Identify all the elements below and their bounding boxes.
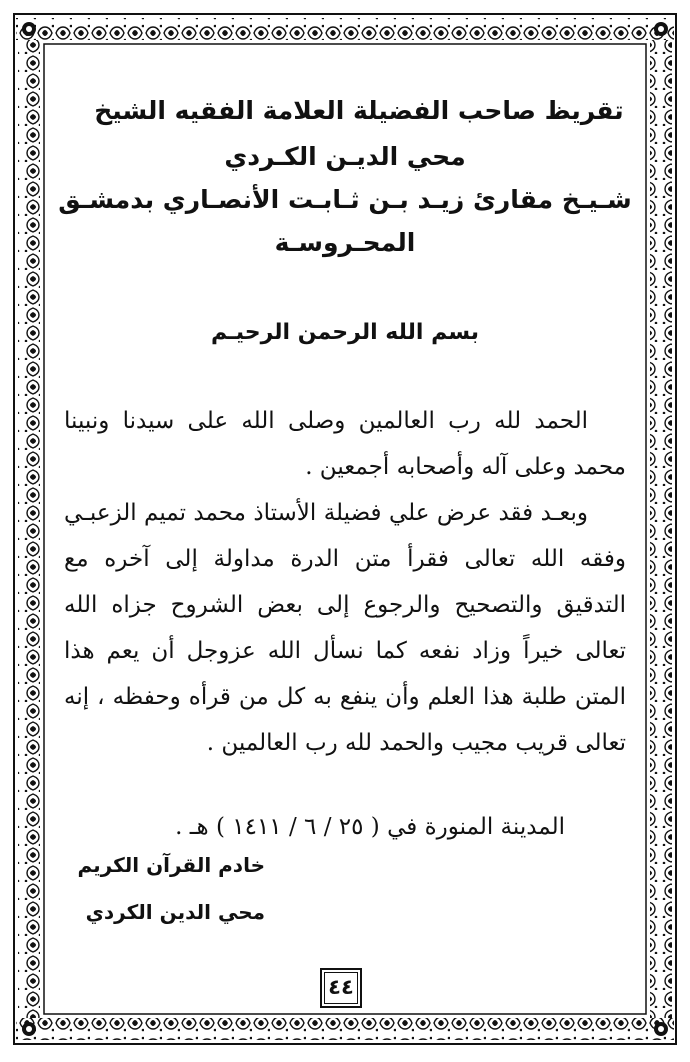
basmala: بسم الله الرحمن الرحيـم: [211, 320, 479, 345]
body-text: [64, 398, 626, 766]
place-date: المدينة المنورة في ( ٢٥ / ٦ / ١٤١١ ) هـ .: [175, 814, 565, 840]
paragraph-1: الحمد لله رب العالمين وصلى الله على سيدنا ونبينا محمد وعلى آله وأصحابه أجمعين .: [64, 408, 626, 480]
heading-line-2: محي الديـن الكـردي: [224, 142, 466, 171]
heading-line-3: شـيـخ مقارئ زيـد بـن ثـابـت الأنصـاري بدمشـق: [58, 185, 632, 214]
paragraph-2: وبعـد فقد عرض علي فضيلة الأستاذ محمد تميم الزعبـي وفقه الله تعالى فقرأ متن الدرة مداولة إلى آخره مع التدقيق والتصحيح والرجوع إلى بعض الشروح جزاه الله تعالى خيراً وزاد نفعه كما نسأل الله عزوجل أن يعم هذا المتن طلبة هذا العلم وأن ينفع به كل من قرأه وحفظه ، إنه تعالى قريب مجيب والحمد لله رب العالمين .: [64, 500, 626, 756]
page-number: ٤٤: [320, 968, 362, 1008]
signature-name: محي الدين الكردي: [85, 900, 265, 924]
signature-title: خادم القرآن الكريم: [77, 853, 265, 877]
heading-line-4: المحـروسـة: [274, 228, 416, 257]
heading-line-1: تقريظ صاحب الفضيلة العلامة الفقيه الشيخ: [94, 96, 624, 125]
